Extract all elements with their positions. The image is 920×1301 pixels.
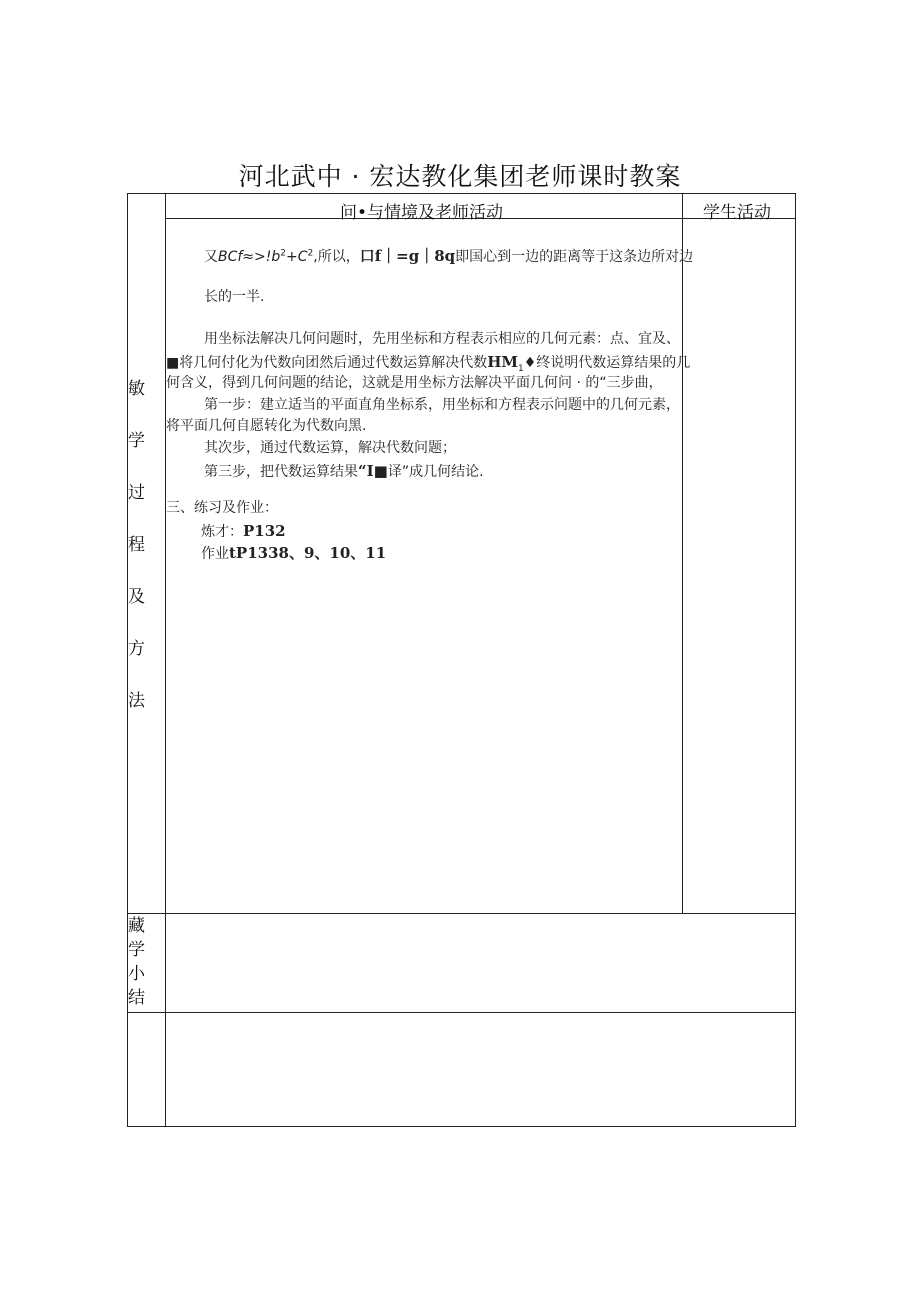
table-left-border bbox=[127, 193, 128, 1127]
student-column-divider bbox=[682, 193, 683, 914]
text-conclusion: 即国心到一边的距离等于这条边所对边 bbox=[455, 249, 694, 265]
exercise-page: P132 bbox=[243, 522, 286, 540]
content-line-2: 长的一半. bbox=[204, 289, 265, 305]
teacher-activity-header: 问•与情境及老师活动 bbox=[340, 203, 504, 223]
formula-sub-1: 1 bbox=[518, 363, 524, 374]
page-title: 河北武中 · 宏达教化集团老师课时教案 bbox=[238, 162, 682, 191]
formula-bc: BCf≈>!b bbox=[218, 249, 281, 265]
step-1-line-1: 第一步：建立适当的平面直角坐标系，用坐标和方程表示问题中的几何元素， bbox=[204, 397, 680, 413]
text-segment: 第三步，把代数运算结果 bbox=[204, 464, 358, 480]
process-label-char: 学 bbox=[128, 431, 145, 451]
formula-hm: HM bbox=[487, 353, 519, 371]
summary-label-char: 小 bbox=[128, 964, 145, 984]
text-segment-bold: “I■ bbox=[358, 462, 388, 480]
process-label-char: 程 bbox=[128, 535, 145, 555]
homework-line bbox=[201, 544, 386, 563]
paragraph-1-line-3: 何含义，得到几何问题的结论，这就是用坐标方法解决平面几何问 · 的“三步曲， bbox=[166, 375, 663, 391]
summary-row-bottom-border bbox=[127, 1012, 796, 1013]
summary-label-char: 结 bbox=[128, 988, 145, 1008]
step-1-line-2: 将平面几何自愿转化为代数向黑. bbox=[166, 418, 367, 434]
homework-pages: tP1338、9、10、11 bbox=[229, 544, 387, 562]
process-label-char: 敏 bbox=[128, 379, 145, 399]
step-3 bbox=[204, 462, 484, 481]
section-3-heading: 三、练习及作业： bbox=[166, 500, 278, 516]
process-label-char: 及 bbox=[128, 587, 145, 607]
exercise-label: 炼才： bbox=[201, 524, 243, 540]
process-row-bottom-border bbox=[127, 913, 796, 914]
student-activity-header: 学生活动 bbox=[703, 203, 771, 223]
summary-label-char: 学 bbox=[128, 940, 145, 960]
process-label-char: 过 bbox=[128, 483, 145, 503]
paragraph-1-line-2 bbox=[166, 353, 690, 375]
formula-equation: 口f｜=g｜8q bbox=[359, 247, 456, 265]
step-2: 其次步，通过代数运算，解决代数问题； bbox=[204, 440, 456, 456]
process-label-char: 方 bbox=[128, 639, 145, 659]
exercise-line bbox=[201, 522, 286, 541]
label-column-divider bbox=[165, 193, 166, 1127]
content-line-1 bbox=[204, 247, 693, 266]
process-label-char: 法 bbox=[128, 691, 145, 711]
table-bottom-border bbox=[127, 1126, 796, 1127]
text-so: ,所以， bbox=[313, 249, 360, 265]
formula-sup-2: 2 bbox=[280, 248, 287, 259]
text-segment: ♦终说明代数运算结果的几 bbox=[523, 355, 691, 371]
table-right-border bbox=[795, 193, 796, 1127]
homework-label: 作业 bbox=[201, 546, 229, 562]
summary-label-char: 藏 bbox=[128, 916, 145, 936]
text-prefix: 又 bbox=[204, 249, 218, 265]
formula-c: +C bbox=[286, 249, 308, 265]
text-segment: ■将几何付化为代数向团然后通过代数运算解决代数 bbox=[166, 355, 488, 371]
table-top-border bbox=[127, 193, 796, 194]
text-segment: 译”成几何结论. bbox=[387, 464, 484, 480]
paragraph-1-line-1: 用坐标法解决几何问题时，先用坐标和方程表示相应的几何元素：点、宜及、 bbox=[204, 331, 680, 347]
formula-sup-2b: 2 bbox=[307, 248, 314, 259]
